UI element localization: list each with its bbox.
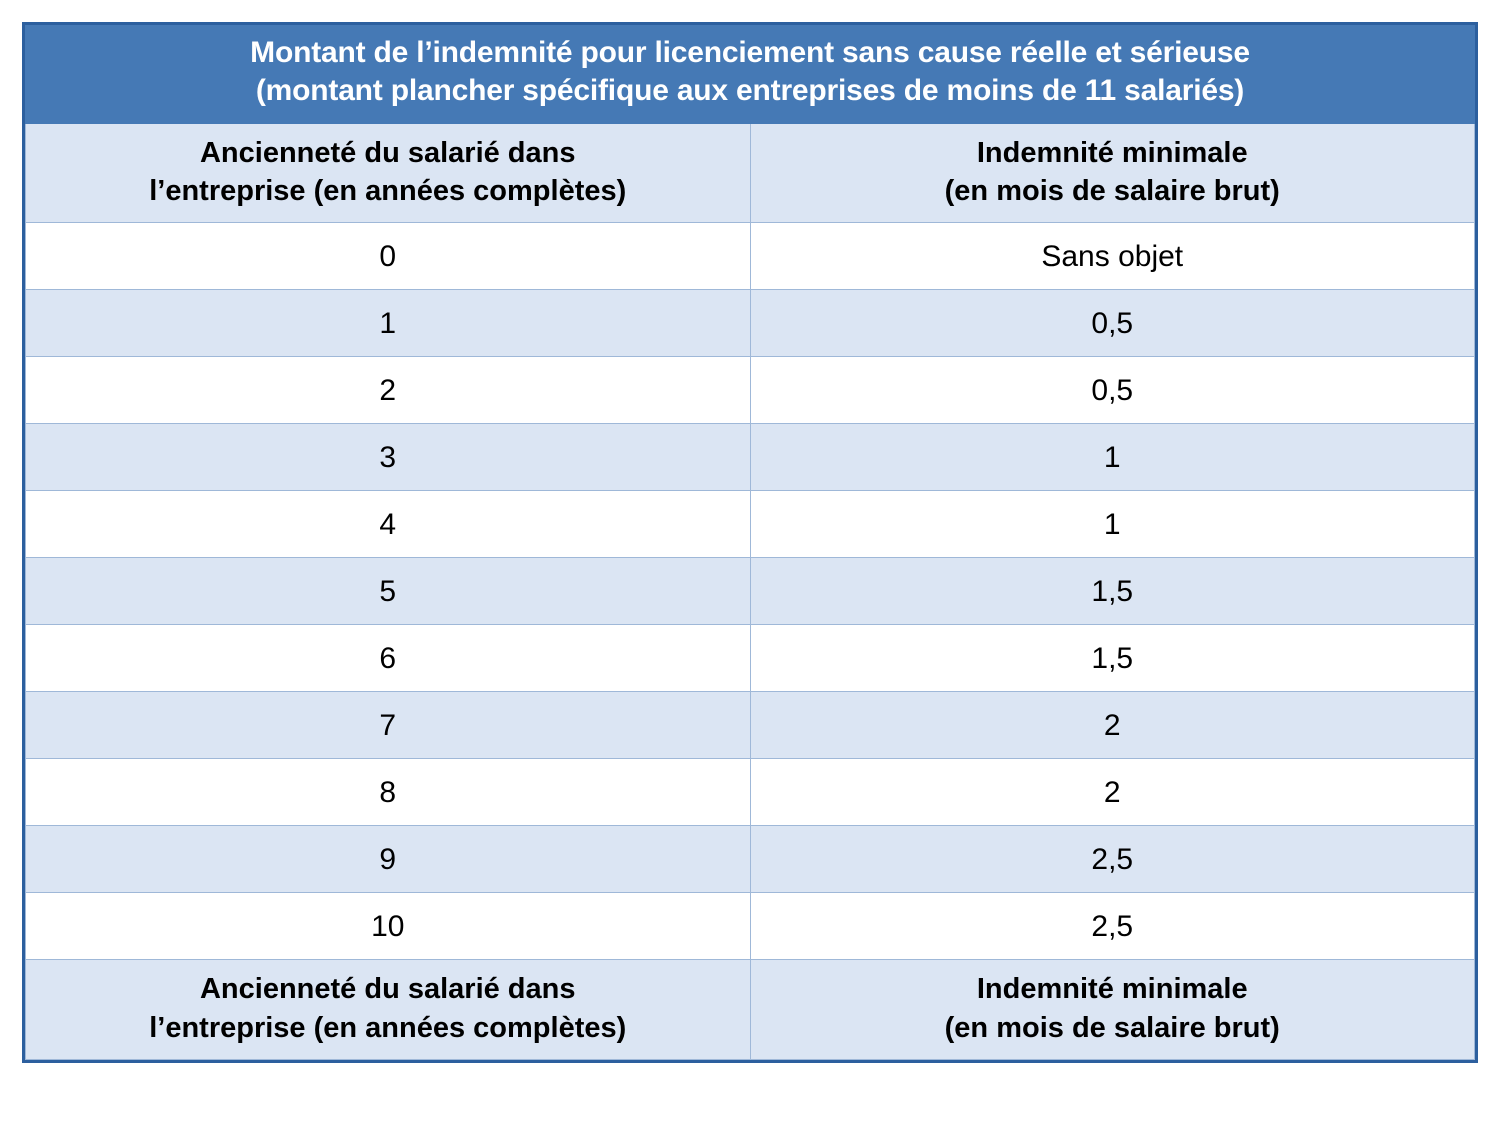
indemnity-table xyxy=(25,25,1475,1060)
cell-seniority: 9 xyxy=(26,826,751,893)
cell-seniority: 0 xyxy=(26,223,751,290)
footer-seniority-line-2: l’entreprise (en années complètes) xyxy=(149,1011,627,1044)
header-seniority xyxy=(26,123,751,223)
table-row xyxy=(26,893,1475,960)
table-row xyxy=(26,826,1475,893)
footer-indemnity xyxy=(750,960,1475,1060)
footer-row xyxy=(26,960,1475,1060)
indemnity-table-container xyxy=(22,22,1478,1063)
cell-indemnity: 0,5 xyxy=(750,357,1475,424)
header-indemnity-line-2: (en mois de salaire brut) xyxy=(944,175,1280,208)
table-row xyxy=(26,424,1475,491)
table-row xyxy=(26,290,1475,357)
cell-indemnity: 1 xyxy=(750,424,1475,491)
table-row xyxy=(26,759,1475,826)
cell-seniority: 1 xyxy=(26,290,751,357)
title-row xyxy=(26,26,1475,124)
table-row xyxy=(26,223,1475,290)
table-title-line-1: Montant de l’indemnité pour licenciement sans cause réelle et sérieuse xyxy=(250,36,1250,69)
cell-seniority: 4 xyxy=(26,491,751,558)
cell-seniority: 6 xyxy=(26,625,751,692)
header-indemnity xyxy=(750,123,1475,223)
cell-seniority: 8 xyxy=(26,759,751,826)
cell-indemnity: 2,5 xyxy=(750,826,1475,893)
table-title-line-2: (montant plancher spécifique aux entreprises de moins de 11 salariés) xyxy=(255,74,1245,108)
header-row xyxy=(26,123,1475,223)
footer-seniority xyxy=(26,960,751,1060)
table-row xyxy=(26,491,1475,558)
table-row xyxy=(26,357,1475,424)
cell-indemnity: 0,5 xyxy=(750,290,1475,357)
cell-seniority: 3 xyxy=(26,424,751,491)
cell-indemnity: 2,5 xyxy=(750,893,1475,960)
cell-seniority: 10 xyxy=(26,893,751,960)
cell-indemnity: Sans objet xyxy=(750,223,1475,290)
cell-indemnity: 1,5 xyxy=(750,625,1475,692)
footer-indemnity-line-2: (en mois de salaire brut) xyxy=(944,1011,1280,1044)
cell-indemnity: 2 xyxy=(750,759,1475,826)
table-title xyxy=(26,26,1475,124)
table-row xyxy=(26,692,1475,759)
footer-seniority-line-1: Ancienneté du salarié dans xyxy=(199,973,576,1006)
cell-seniority: 2 xyxy=(26,357,751,424)
cell-indemnity: 2 xyxy=(750,692,1475,759)
cell-seniority: 7 xyxy=(26,692,751,759)
footer-indemnity-line-1: Indemnité minimale xyxy=(976,973,1248,1006)
table-row xyxy=(26,558,1475,625)
cell-indemnity: 1,5 xyxy=(750,558,1475,625)
cell-seniority: 5 xyxy=(26,558,751,625)
header-seniority-line-1: Ancienneté du salarié dans xyxy=(199,136,576,169)
cell-indemnity: 1 xyxy=(750,491,1475,558)
header-indemnity-line-1: Indemnité minimale xyxy=(976,136,1248,169)
header-seniority-line-2: l’entreprise (en années complètes) xyxy=(149,175,627,208)
table-row xyxy=(26,625,1475,692)
